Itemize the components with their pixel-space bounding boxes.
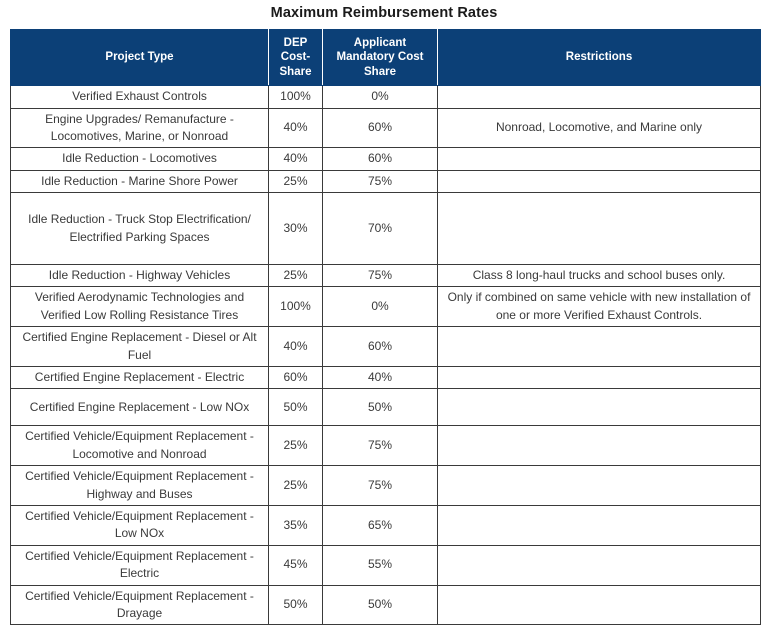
column-header-applicant-mandatory-cost-share: Applicant Mandatory Cost Share xyxy=(323,30,438,86)
cell-applicant_mandatory_cost_share: 75% xyxy=(323,466,438,506)
table-row xyxy=(11,466,761,506)
table-header-row xyxy=(11,30,761,86)
cell-applicant_mandatory_cost_share: 40% xyxy=(323,367,438,389)
table-row xyxy=(11,505,761,545)
column-header-dep-cost-share: DEP Cost-Share xyxy=(269,30,323,86)
column-header-project-type: Project Type xyxy=(11,30,269,86)
cell-restrictions xyxy=(438,505,761,545)
table-body xyxy=(11,86,761,625)
cell-restrictions xyxy=(438,545,761,585)
table-row xyxy=(11,367,761,389)
cell-restrictions xyxy=(438,585,761,625)
table-row xyxy=(11,170,761,192)
cell-project_type: Certified Vehicle/Equipment Replacement - Locomotive and Nonroad xyxy=(11,426,269,466)
cell-project_type: Idle Reduction - Highway Vehicles xyxy=(11,265,269,287)
cell-applicant_mandatory_cost_share: 0% xyxy=(323,86,438,108)
table-row xyxy=(11,148,761,170)
cell-dep_cost_share: 25% xyxy=(269,426,323,466)
cell-project_type: Verified Aerodynamic Technologies and Verified Low Rolling Resistance Tires xyxy=(11,287,269,327)
cell-project_type: Verified Exhaust Controls xyxy=(11,86,269,108)
cell-applicant_mandatory_cost_share: 60% xyxy=(323,327,438,367)
cell-restrictions: Only if combined on same vehicle with new installation of one or more Verified Exhaust Controls. xyxy=(438,287,761,327)
cell-applicant_mandatory_cost_share: 70% xyxy=(323,193,438,265)
cell-dep_cost_share: 60% xyxy=(269,367,323,389)
cell-dep_cost_share: 30% xyxy=(269,193,323,265)
table-row xyxy=(11,389,761,426)
cell-restrictions xyxy=(438,86,761,108)
table-row xyxy=(11,426,761,466)
cell-dep_cost_share: 35% xyxy=(269,505,323,545)
cell-applicant_mandatory_cost_share: 50% xyxy=(323,389,438,426)
cell-project_type: Idle Reduction - Marine Shore Power xyxy=(11,170,269,192)
cell-project_type: Certified Engine Replacement - Diesel or Alt Fuel xyxy=(11,327,269,367)
cell-restrictions xyxy=(438,367,761,389)
table-row xyxy=(11,193,761,265)
cell-project_type: Certified Vehicle/Equipment Replacement - Low NOx xyxy=(11,505,269,545)
table-row xyxy=(11,327,761,367)
table-row xyxy=(11,545,761,585)
cell-project_type: Engine Upgrades/ Remanufacture - Locomotives, Marine, or Nonroad xyxy=(11,108,269,148)
table-header xyxy=(11,30,761,86)
cell-restrictions xyxy=(438,389,761,426)
cell-applicant_mandatory_cost_share: 60% xyxy=(323,148,438,170)
cell-applicant_mandatory_cost_share: 50% xyxy=(323,585,438,625)
cell-project_type: Certified Vehicle/Equipment Replacement - Drayage xyxy=(11,585,269,625)
table-row xyxy=(11,265,761,287)
cell-dep_cost_share: 100% xyxy=(269,287,323,327)
cell-dep_cost_share: 50% xyxy=(269,585,323,625)
cell-dep_cost_share: 40% xyxy=(269,148,323,170)
cell-project_type: Certified Vehicle/Equipment Replacement - Electric xyxy=(11,545,269,585)
table-row xyxy=(11,287,761,327)
cell-project_type: Idle Reduction - Truck Stop Electrification/ Electrified Parking Spaces xyxy=(11,193,269,265)
cell-dep_cost_share: 40% xyxy=(269,108,323,148)
cell-applicant_mandatory_cost_share: 65% xyxy=(323,505,438,545)
cell-restrictions xyxy=(438,426,761,466)
page-title: Maximum Reimbursement Rates xyxy=(270,5,498,21)
cell-applicant_mandatory_cost_share: 55% xyxy=(323,545,438,585)
cell-restrictions xyxy=(438,327,761,367)
cell-dep_cost_share: 25% xyxy=(269,466,323,506)
cell-project_type: Certified Engine Replacement - Electric xyxy=(11,367,269,389)
cell-applicant_mandatory_cost_share: 75% xyxy=(323,265,438,287)
cell-dep_cost_share: 50% xyxy=(269,389,323,426)
cell-applicant_mandatory_cost_share: 0% xyxy=(323,287,438,327)
cell-dep_cost_share: 100% xyxy=(269,86,323,108)
cell-applicant_mandatory_cost_share: 60% xyxy=(323,108,438,148)
cell-dep_cost_share: 45% xyxy=(269,545,323,585)
cell-restrictions xyxy=(438,466,761,506)
cell-dep_cost_share: 40% xyxy=(269,327,323,367)
cell-applicant_mandatory_cost_share: 75% xyxy=(323,426,438,466)
cell-restrictions: Class 8 long-haul trucks and school buses only. xyxy=(438,265,761,287)
cell-restrictions xyxy=(438,170,761,192)
table-row xyxy=(11,86,761,108)
cell-project_type: Certified Engine Replacement - Low NOx xyxy=(11,389,269,426)
cell-applicant_mandatory_cost_share: 75% xyxy=(323,170,438,192)
cell-dep_cost_share: 25% xyxy=(269,170,323,192)
rates-table-container xyxy=(10,29,760,625)
cell-project_type: Idle Reduction - Locomotives xyxy=(11,148,269,170)
cell-project_type: Certified Vehicle/Equipment Replacement - Highway and Buses xyxy=(11,466,269,506)
column-header-restrictions: Restrictions xyxy=(438,30,761,86)
maximum-reimbursement-rates-table xyxy=(10,29,761,625)
table-row xyxy=(11,585,761,625)
cell-restrictions xyxy=(438,148,761,170)
table-row xyxy=(11,108,761,148)
cell-restrictions xyxy=(438,193,761,265)
cell-dep_cost_share: 25% xyxy=(269,265,323,287)
cell-restrictions: Nonroad, Locomotive, and Marine only xyxy=(438,108,761,148)
